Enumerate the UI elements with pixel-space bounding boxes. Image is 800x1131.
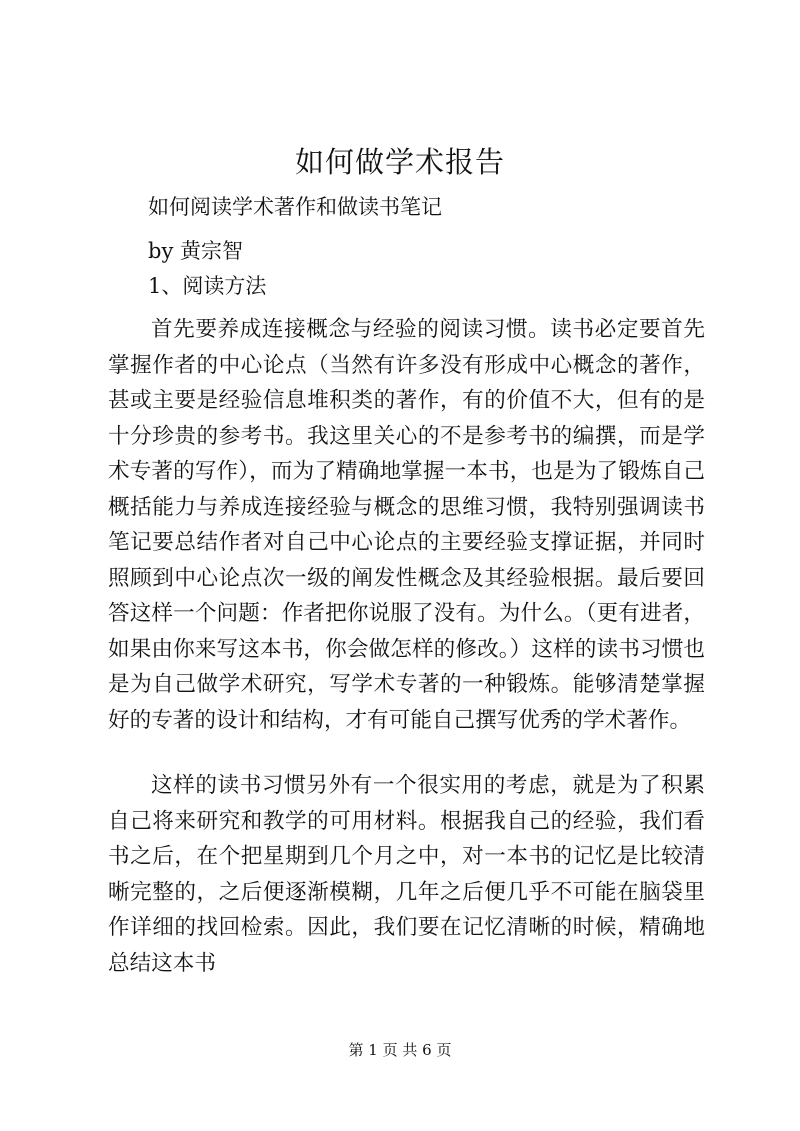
page-footer: 第 1 页 共 6 页 xyxy=(348,1041,452,1059)
body-paragraph-1: 首先要养成连接概念与经验的阅读习惯。读书必定要首先掌握作者的中心论点（当然有许多没有形成中心概念的著作，甚或主要是经验信息堆积类的著作，有的价值不大，但有的是十分珍贵的参考书。我这里关心的不是参考书的编撰，而是学术专著的写作），而为了精确地掌握一本书，也是为了锻炼自己概括能力与养成连接经验与概念的思维习惯，我特别强调读书笔记要总结作者对自己中心论点的主要经验支撑证据，并同时照顾到中心论点次一级的阐发性概念及其经验根据。最后要回答这样一个问题：作者把你说服了没有。为什么。（更有进者，如果由你来写这本书，你会做怎样的修改。）这样的读书习惯也是为自己做学术研究，写学术专著的一种锻炼。能够清楚掌握好的专著的设计和结构，才有可能自己撰写优秀的学术著作。 xyxy=(108,317,705,733)
section-heading: 1、阅读方法 xyxy=(148,274,267,298)
document-title: 如何做学术报告 xyxy=(294,145,505,179)
author-line: by 黄宗智 xyxy=(148,239,243,263)
body-paragraph-2: 这样的读书习惯另外有一个很实用的考虑，就是为了积累自己将来研究和教学的可用材料。根据我自己的经验，我们看书之后，在个把星期到几个月之中，对一本书的记忆是比较清晰完整的，之后便逐渐模糊，几年之后便几乎不可能在脑袋里作详细的找回检索。因此，我们要在记忆清晰的时候，精确地总结这本书 xyxy=(108,773,705,976)
document-subtitle: 如何阅读学术著作和做读书笔记 xyxy=(148,195,442,219)
